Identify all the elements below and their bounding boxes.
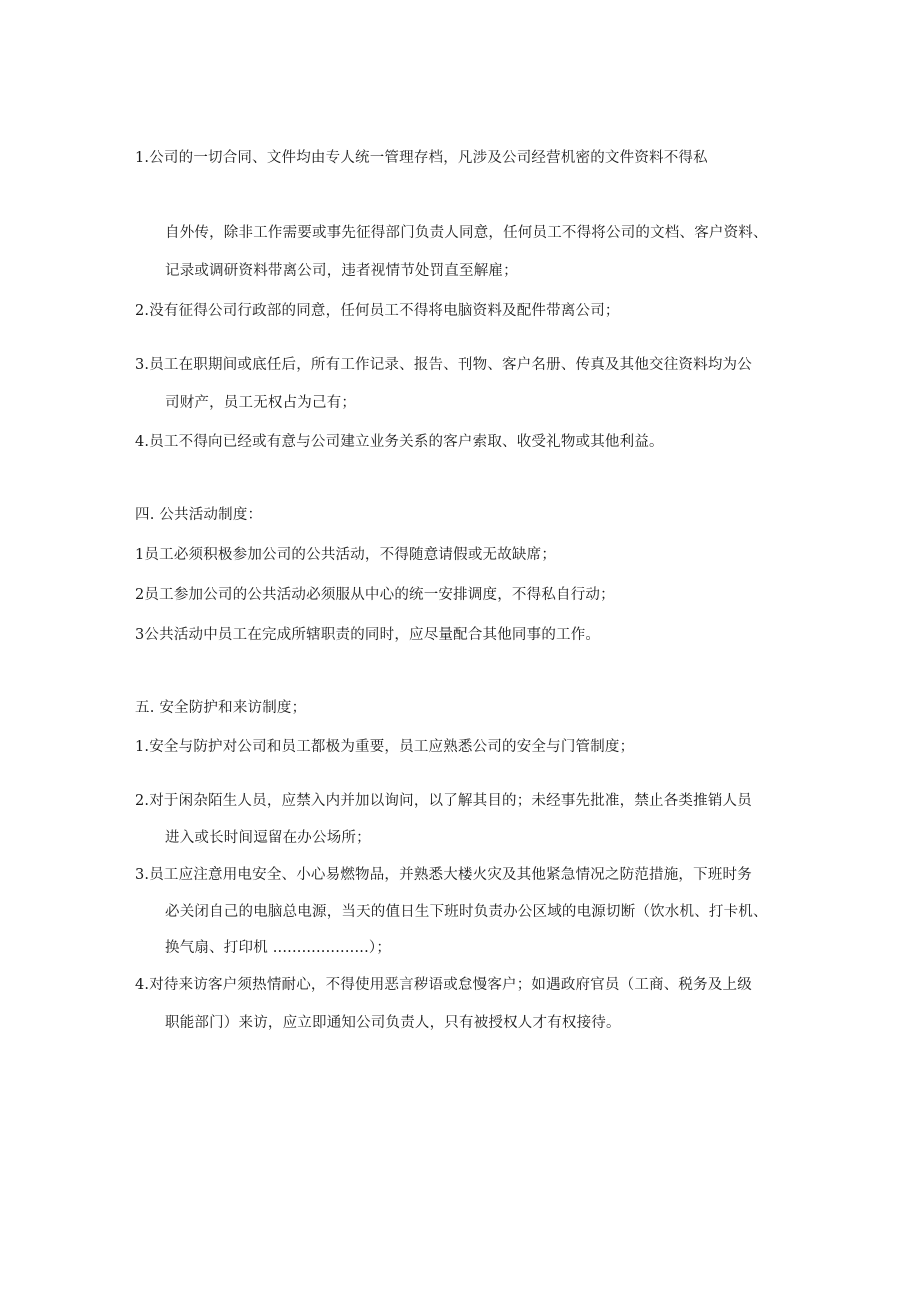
- rule-4-line-1: 4.员工不得向已经或有意与公司建立业务关系的客户索取、收受礼物或其他利益。: [135, 434, 664, 450]
- security-rule-2-line-1: 2.对于闲杂陌生人员，应禁入内并加以询问，以了解其目的；未经事先批准，禁止各类推销人员: [135, 793, 752, 809]
- section-heading-public-activities: 四. 公共活动制度：: [135, 507, 263, 523]
- activity-rule-3: 3公共活动中员工在完成所辖职责的同时，应尽量配合其他同事的工作。: [135, 627, 601, 643]
- rule-3-line-1: 3.员工在职期间或底任后，所有工作记录、报告、刊物、客户名册、传真及其他交往资料均为公: [135, 357, 752, 373]
- rule-1-line-1: 1.公司的一切合同、文件均由专人统一管理存档，凡涉及公司经营机密的文件资料不得私: [135, 150, 708, 166]
- rule-1-line-3: 记录或调研资料带离公司，违者视情节处罚直至解雇；: [165, 263, 518, 279]
- security-rule-2-line-2: 进入或长时间逗留在办公场所；: [165, 830, 371, 846]
- rule-3-line-2: 司财产，员工无权占为己有；: [165, 395, 357, 411]
- security-rule-3-line-3: 换气扇、打印机 ....................）；: [165, 940, 392, 956]
- security-rule-4-line-2: 职能部门）来访，应立即通知公司负责人，只有被授权人才有权接待。: [165, 1015, 621, 1031]
- security-rule-3-line-1: 3.员工应注意用电安全、小心易燃物品，并熟悉大楼火灾及其他紧急情况之防范措施，下班时务: [135, 867, 752, 883]
- activity-rule-2: 2员工参加公司的公共活动必须服从中心的统一安排调度，不得私自行动；: [135, 587, 615, 603]
- rule-2-line-1: 2.没有征得公司行政部的同意，任何员工不得将电脑资料及配件带离公司；: [135, 303, 620, 319]
- activity-rule-1: 1员工必须积极参加公司的公共活动，不得随意请假或无故缺席；: [135, 547, 557, 563]
- rule-1-line-2: 自外传，除非工作需要或事先征得部门负责人同意，任何员工不得将公司的文档、客户资料、: [165, 225, 768, 241]
- section-heading-security-visits: 五. 安全防护和来访制度；: [135, 700, 307, 716]
- security-rule-1-line-1: 1.安全与防护对公司和员工都极为重要，员工应熟悉公司的安全与门管制度；: [135, 739, 635, 755]
- security-rule-3-line-2: 必关闭自己的电脑总电源，当天的值日生下班时负责办公区域的电源切断（饮水机、打卡机、: [165, 904, 768, 920]
- security-rule-4-line-1: 4.对待来访客户须热情耐心，不得使用恶言秽语或怠慢客户；如遇政府官员（工商、税务及上级: [135, 977, 752, 993]
